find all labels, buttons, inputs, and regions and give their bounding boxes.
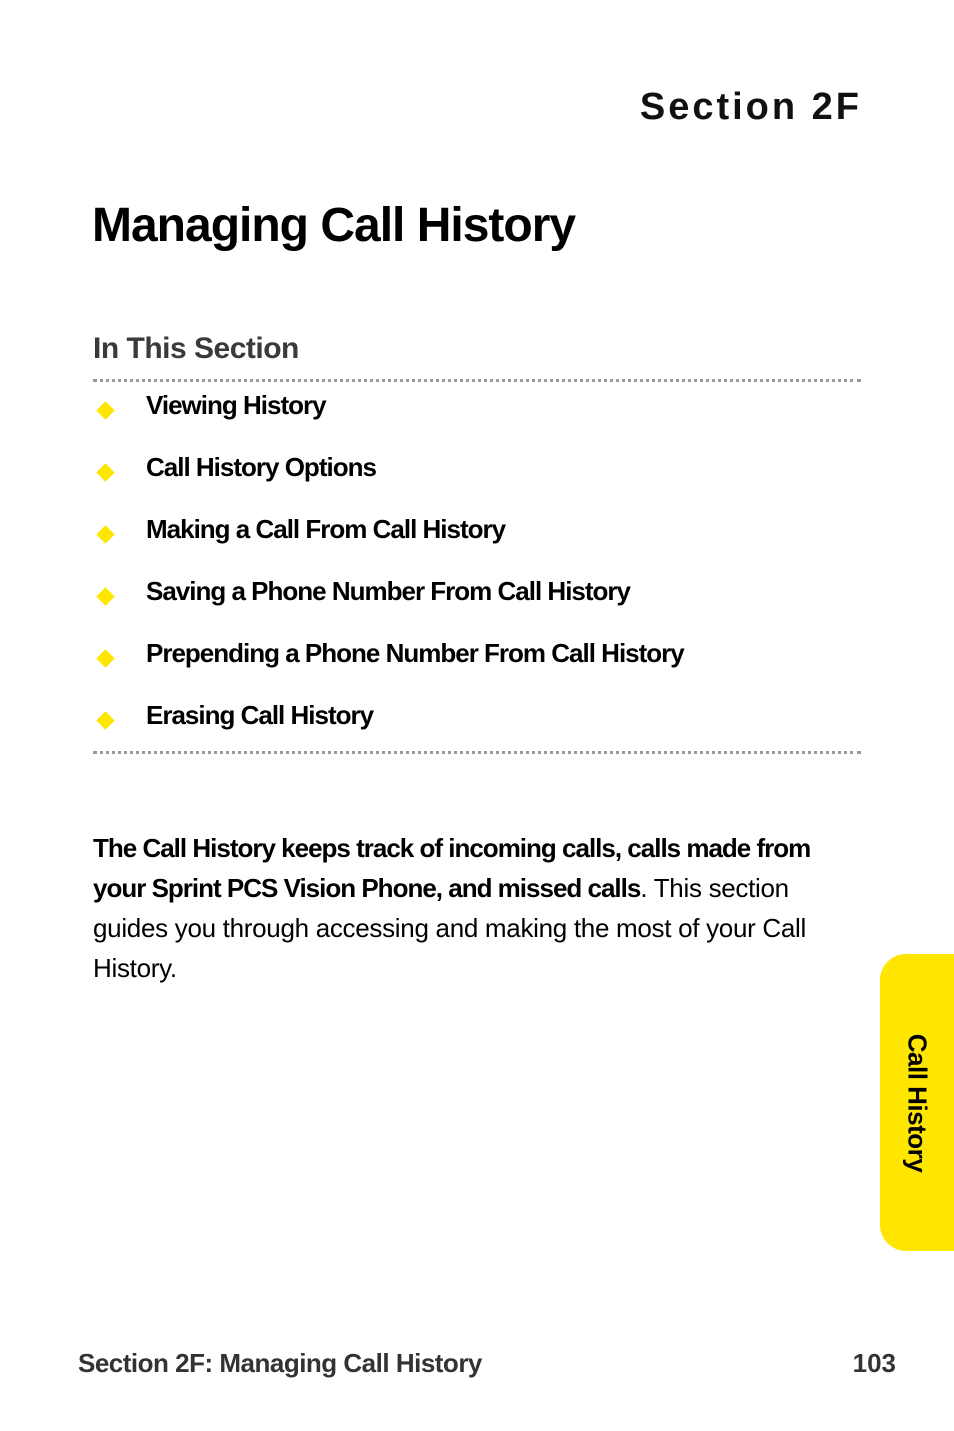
- divider-bottom: [93, 751, 861, 754]
- list-item: [93, 700, 684, 767]
- page-number: 103: [852, 1348, 896, 1378]
- diamond-bullet-icon: [96, 587, 114, 605]
- section-label: Section 2F: [639, 86, 862, 128]
- list-item: [93, 638, 684, 705]
- list-item-label: Making a Call From Call History: [146, 514, 506, 544]
- list-item-label: Saving a Phone Number From Call History: [146, 576, 630, 606]
- list-item: [93, 514, 684, 581]
- diamond-bullet-icon: [96, 463, 114, 481]
- list-item-label: Viewing History: [146, 390, 326, 420]
- in-this-section-heading: In This Section: [93, 332, 299, 365]
- list-item: [93, 452, 684, 519]
- intro-bold: The Call History keeps track of incoming calls, calls made from your Sprint PCS Vision Phone, and missed calls: [93, 833, 811, 903]
- divider-top: [93, 379, 861, 382]
- intro-text: . This section guides you through accessing and making the most of your Call History.: [93, 873, 807, 983]
- list-item-label: Call History Options: [146, 452, 376, 482]
- diamond-bullet-icon: [96, 649, 114, 667]
- list-item: [93, 390, 684, 457]
- section-contents-list: [93, 390, 684, 767]
- page-title: Managing Call History: [92, 199, 576, 252]
- list-item: [93, 576, 684, 643]
- footer-title: Section 2F: Managing Call History: [78, 1348, 482, 1378]
- diamond-bullet-icon: [96, 401, 114, 419]
- list-item-label: Erasing Call History: [146, 700, 374, 730]
- side-tab: [880, 954, 954, 1251]
- diamond-bullet-icon: [96, 525, 114, 543]
- side-tab-label: Call History: [902, 1033, 933, 1172]
- intro-paragraph: [93, 828, 813, 988]
- diamond-bullet-icon: [96, 711, 114, 729]
- list-item-label: Prepending a Phone Number From Call History: [146, 638, 684, 668]
